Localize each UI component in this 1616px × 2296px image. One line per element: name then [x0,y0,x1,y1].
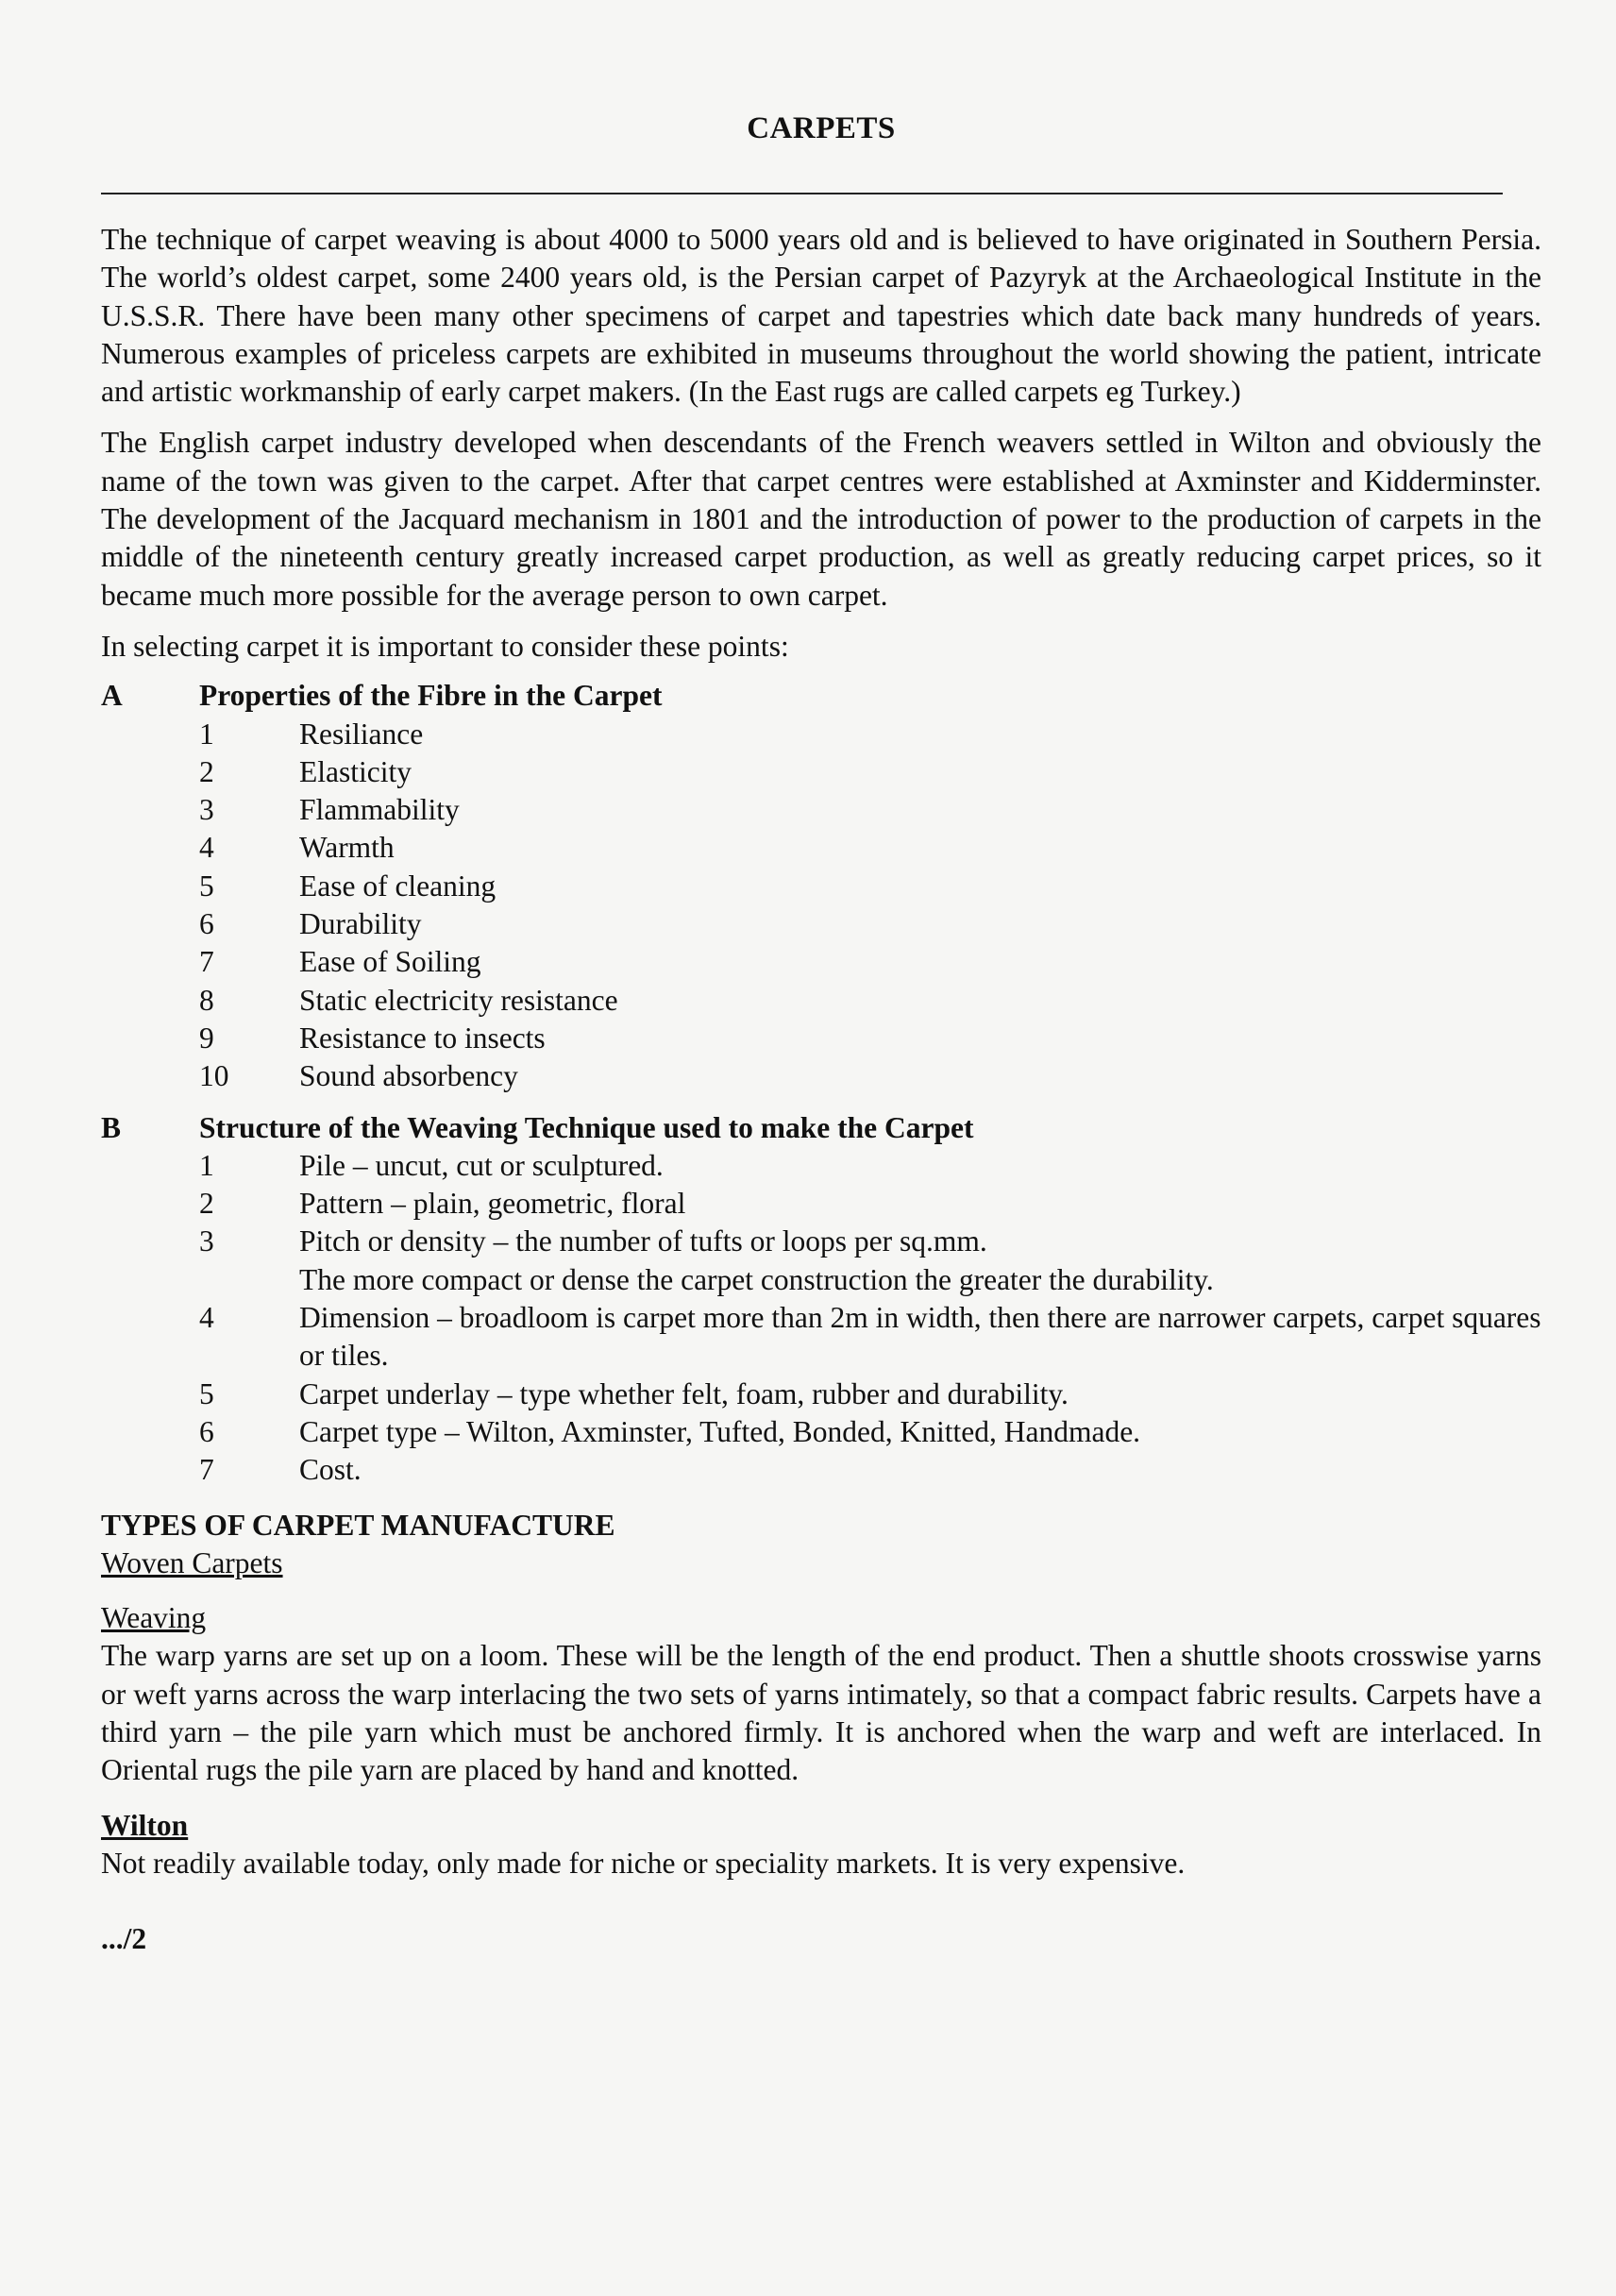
list-item-text: Resiliance [299,717,424,751]
intro-paragraph-selection: In selecting carpet it is important to consider these points: [101,629,789,663]
list-item-text: Durability [299,907,422,941]
list-item-number: 7 [199,1453,214,1487]
list-item-text: Static electricity resistance [299,983,618,1017]
section-a-title: Properties of the Fibre in the Carpet [199,679,663,713]
list-item [101,791,1541,829]
list-item [101,1261,1541,1299]
list-item-number: 7 [199,945,214,979]
intro-paragraph-english-industry: The English carpet industry developed when descendants of the French weavers settled in Wilton and obviously the name of the town was given to the carpet. After that carpet centres were established at Axminster and Kidderminster. The development of the Jacquard mechanism in 1801 and the introduction of power to the production of carpets in the middle of the nineteenth century greatly increased carpet production, as well as greatly reducing carpet prices, so it became much more possible for the average person to own carpet. [101,426,1541,612]
list-item-number: 4 [199,1301,214,1335]
section-b-letter: B [101,1110,122,1144]
list-item-number: 2 [199,1187,214,1221]
list-item-number: 4 [199,831,214,865]
section-b-title: Structure of the Weaving Technique used to make the Carpet [199,1110,974,1144]
list-item [101,868,1541,905]
list-item [101,1147,1541,1185]
list-item-text: Dimension – broadloom is carpet more than 2m in width, then there are narrower carpets, carpet squares or tiles. [299,1301,1541,1373]
list-item [101,1185,1541,1223]
list-item [101,716,1541,753]
weaving-paragraph: The warp yarns are set up on a loom. These will be the length of the end product. Then a shuttle shoots crosswise yarns or weft yarns across the warp interlacing the two sets of yarns intimately, so that a compact fabric results. Carpets have a third yarn – the pile yarn which must be anchored firmly. It is anchored when the warp and weft are interlaced. In Oriental rugs the pile yarn are placed by hand and knotted. [101,1639,1541,1787]
list-item [101,1299,1541,1376]
page-continuation: .../2 [101,1922,147,1956]
list-item-text: Flammability [299,793,460,827]
list-item-number: 1 [199,717,214,751]
list-item [101,1451,1541,1489]
section-b-list [101,1147,1541,1490]
list-item [101,1413,1541,1451]
list-item-text: Carpet type – Wilton, Axminster, Tufted, Bonded, Knitted, Handmade. [299,1414,1141,1448]
list-item-number: 6 [199,907,214,941]
list-item-number: 3 [199,1224,214,1258]
list-item [101,829,1541,867]
list-item-number: 1 [199,1148,214,1182]
list-item-text: Pile – uncut, cut or sculptured. [299,1148,664,1182]
list-item-text: Sound absorbency [299,1059,518,1093]
list-item [101,753,1541,791]
list-item-text: Elasticity [299,754,412,788]
list-item-number: 6 [199,1414,214,1448]
weaving-heading: Weaving [101,1601,207,1635]
list-item-number: 3 [199,793,214,827]
list-item-number: 2 [199,754,214,788]
list-item [101,1223,1541,1260]
section-a [101,677,1541,1095]
list-item [101,1057,1541,1095]
page-title: CARPETS [747,111,896,145]
list-item-text: Pitch or density – the number of tufts or loops per sq.mm. [299,1224,987,1258]
list-item [101,1376,1541,1413]
intro-paragraph-history: The technique of carpet weaving is about 4000 to 5000 years old and is believed to have originated in Southern Persia. The world’s oldest carpet, some 2400 years old, is the Persian carpet of Pazyryk at the Archaeological Institute in the U.S.S.R. There have been many other specimens of carpet and tapestries which date back many hundreds of years. Numerous examples of priceless carpets are exhibited in museums throughout the world showing the patient, intricate and artistic workmanship of early carpet makers. (In the East rugs are called carpets eg Turkey.) [101,223,1541,409]
list-item [101,905,1541,943]
list-item-number: 5 [199,1376,214,1410]
wilton-paragraph: Not readily available today, only made for niche or speciality markets. It is very expensive. [101,1846,1186,1880]
list-item-number: 8 [199,983,214,1017]
list-item-text: Carpet underlay – type whether felt, foam, rubber and durability. [299,1376,1069,1410]
list-item-text: Resistance to insects [299,1021,546,1055]
title-divider [101,193,1503,194]
wilton-heading: Wilton [101,1808,189,1842]
list-item [101,943,1541,981]
section-a-letter: A [101,679,123,713]
list-item [101,1020,1541,1057]
list-item-text: Pattern – plain, geometric, floral [299,1187,686,1221]
list-item-text: The more compact or dense the carpet construction the greater the durability. [299,1262,1214,1296]
list-item-text: Ease of Soiling [299,945,481,979]
section-b [101,1109,1541,1490]
section-a-list [101,716,1541,1096]
types-heading: TYPES OF CARPET MANUFACTURE [101,1508,615,1542]
list-item-text: Ease of cleaning [299,869,497,903]
list-item-text: Warmth [299,831,395,865]
list-item-number: 10 [199,1059,229,1093]
list-item-number: 9 [199,1021,214,1055]
list-item [101,982,1541,1020]
list-item-number: 5 [199,869,214,903]
list-item-text: Cost. [299,1453,362,1487]
document-body [101,221,1541,1958]
woven-carpets-subheading: Woven Carpets [101,1545,283,1579]
